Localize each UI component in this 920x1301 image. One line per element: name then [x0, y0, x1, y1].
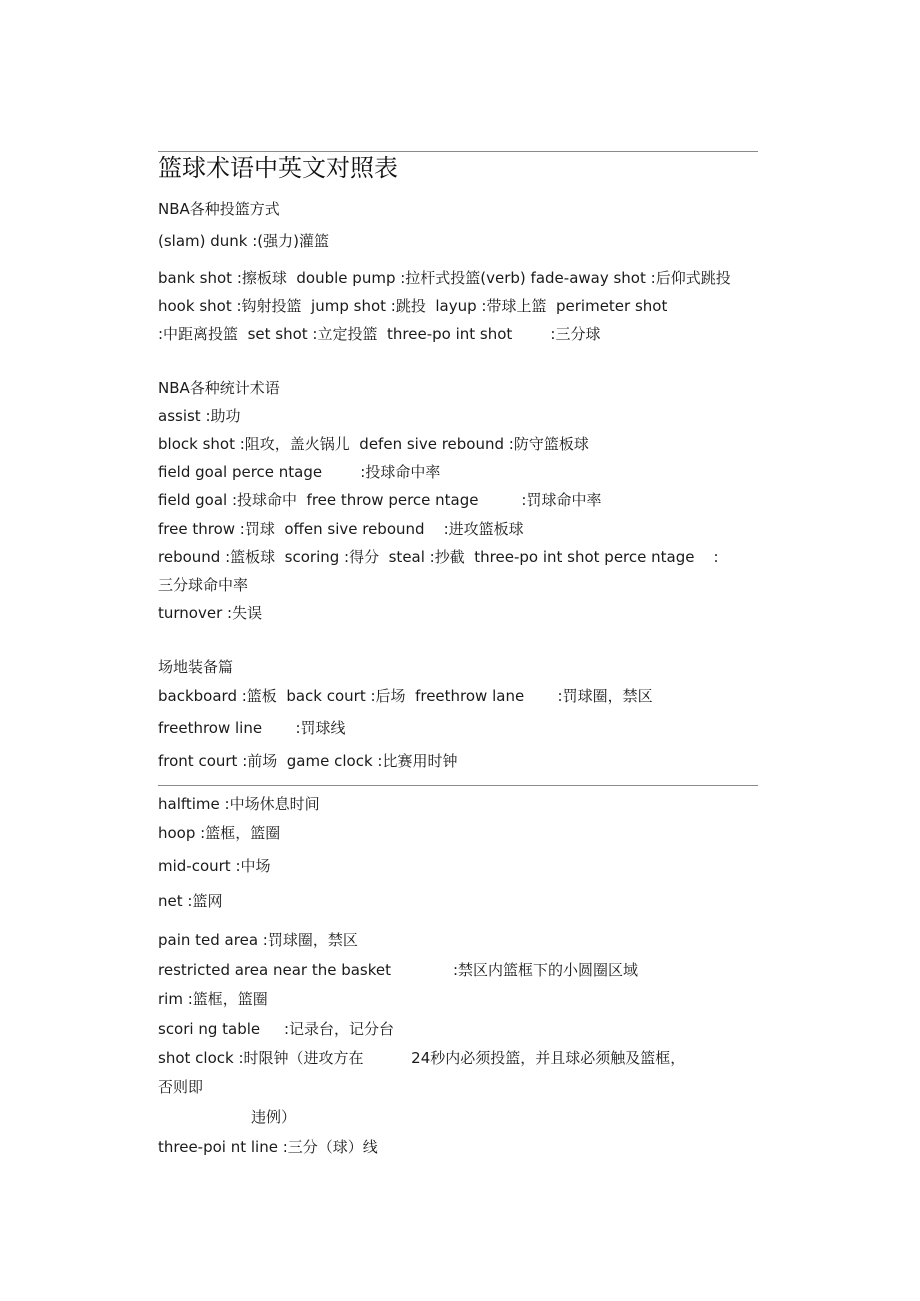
term-line: turnover :失误	[158, 604, 263, 622]
term-line: mid-court :中场	[158, 857, 271, 875]
term-line: halftime :中场休息时间	[158, 795, 320, 813]
term-line: 违例）	[251, 1108, 297, 1126]
section-heading-statistics: NBA各种统计术语	[158, 379, 280, 397]
term-line: hook shot :钩射投篮 jump shot :跳投 layup :带球上篮 perimeter shot	[158, 297, 668, 315]
term-line: backboard :篮板 back court :后场 freethrow lane :罚球圈，禁区	[158, 687, 653, 705]
term-line: (slam) dunk :(强力)灌篮	[158, 232, 330, 250]
term-line: field goal perce ntage :投球命中率	[158, 463, 441, 481]
term-line: three-poi nt line :三分（球）线	[158, 1138, 378, 1156]
term-line: 三分球命中率	[158, 576, 249, 594]
term-line: free throw :罚球 offen sive rebound :进攻篮板球	[158, 520, 524, 538]
term-line: bank shot :擦板球 double pump :拉杆式投篮(verb) fade-away shot :后仰式跳投	[158, 269, 731, 287]
term-line: shot clock :时限钟（进攻方在 24秒内必须投篮，并且球必须触及篮框，	[158, 1049, 686, 1067]
term-line: :中距离投篮 set shot :立定投篮 three-po int shot :三分球	[158, 325, 601, 343]
term-line: front court :前场 game clock :比赛用时钟	[158, 752, 458, 770]
term-line: assist :助功	[158, 407, 241, 425]
term-line: field goal :投球命中 free throw perce ntage :罚球命中率	[158, 491, 602, 509]
term-line: hoop :篮框，篮圈	[158, 824, 281, 842]
term-line: pain ted area :罚球圈，禁区	[158, 931, 358, 949]
term-line: rim :篮框，篮圈	[158, 990, 268, 1008]
term-line: net :篮网	[158, 892, 223, 910]
page-divider	[158, 785, 758, 786]
page-title: 篮球术语中英文对照表	[158, 154, 398, 182]
term-line: 否则即	[158, 1078, 204, 1096]
term-line: scori ng table :记录台，记分台	[158, 1020, 395, 1038]
section-heading-shooting: NBA各种投篮方式	[158, 200, 280, 218]
term-line: rebound :篮板球 scoring :得分 steal :抄截 three-po int shot perce ntage :	[158, 548, 719, 566]
section-heading-equipment: 场地装备篇	[158, 658, 234, 676]
term-line: freethrow line :罚球线	[158, 719, 346, 737]
term-line: restricted area near the basket :禁区内篮框下的小圆圈区域	[158, 961, 639, 979]
term-line: block shot :阻攻，盖火锅儿 defen sive rebound :防守篮板球	[158, 435, 589, 453]
